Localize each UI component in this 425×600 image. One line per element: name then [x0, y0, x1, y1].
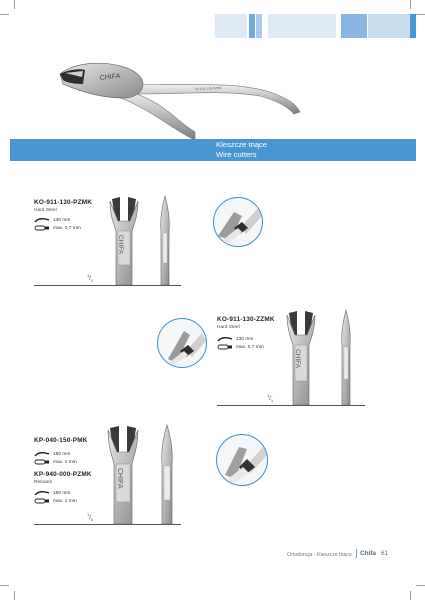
product-material: Hard Steel — [217, 325, 240, 330]
product-code: KP-940-000-PZMK — [34, 471, 92, 478]
length-icon — [34, 217, 50, 223]
length-icon — [34, 490, 50, 496]
page-number: 61 — [381, 550, 389, 557]
crop-mark — [416, 585, 425, 586]
crop-mark — [14, 0, 15, 9]
jaw-detail-image — [214, 198, 262, 246]
crop-mark — [14, 591, 15, 600]
product-max-wire: max. 1 mm — [53, 460, 77, 465]
tool-brand-engraving: CHIFA — [116, 468, 123, 489]
header-tab — [410, 14, 416, 38]
tool-side-view — [337, 309, 355, 407]
tool-brand-engraving: CHIFA — [117, 235, 124, 255]
hero-code-engraving: KK-911-130-PZMK — [194, 86, 222, 91]
section-title-band — [10, 139, 416, 161]
jaw-detail-image — [217, 435, 267, 485]
section-title-polish: Kleszcze tnące — [216, 140, 268, 149]
length-icon — [34, 451, 50, 457]
hero-brand-engraving: CHIFA — [99, 72, 121, 82]
product-code: KP-040-150-PMK — [34, 437, 88, 444]
product-max-wire: max. 0,7 mm — [53, 226, 81, 231]
section-title — [216, 140, 267, 160]
detail-magnifier-circle — [213, 197, 263, 247]
product-material: Hard Steel — [34, 208, 57, 213]
product-code: KO-911-130-PZMK — [34, 199, 93, 206]
jaw-detail-image — [158, 319, 206, 367]
tool-brand-engraving: CHIFA — [294, 349, 301, 369]
crop-mark — [0, 14, 9, 15]
product-max-wire: max. 1 mm — [53, 499, 77, 504]
product-length: 150 mm — [53, 491, 71, 496]
header-tab — [341, 14, 367, 38]
crop-mark — [410, 0, 411, 9]
header-tab — [215, 14, 247, 38]
length-icon — [217, 336, 233, 342]
product-ratio: $^1/_1$ — [87, 512, 94, 523]
crop-mark — [416, 14, 425, 15]
footer-section: Ortodoncja - Kleszcze tnące — [287, 552, 352, 558]
crop-mark — [410, 591, 411, 600]
header-tab — [256, 14, 262, 38]
header-tab — [368, 14, 410, 38]
detail-magnifier-circle — [157, 318, 207, 368]
header-tab — [268, 14, 336, 38]
product-code: KO-911-130-ZZMK — [217, 316, 275, 323]
footer-brand: Chifa — [360, 550, 376, 557]
product-material: Remanit — [34, 480, 52, 485]
product-ratio: $^1/_1$ — [87, 273, 94, 284]
tool-front-view — [108, 195, 140, 287]
product-max-wire: max. 0,7 mm — [236, 345, 264, 350]
tool-side-view — [156, 195, 174, 287]
tool-front-view — [285, 309, 317, 407]
hero-wire-cutter-image — [55, 50, 325, 145]
footer-separator — [356, 549, 357, 558]
product-length: 130 mm — [53, 218, 71, 223]
product-ratio: $^1/_1$ — [267, 393, 274, 404]
wire-diameter-icon — [34, 459, 50, 465]
wire-diameter-icon — [34, 498, 50, 504]
wire-diameter-icon — [34, 225, 50, 231]
tool-front-view — [106, 424, 140, 526]
product-length: 150 mm — [53, 452, 71, 457]
wire-diameter-icon — [217, 344, 233, 350]
tool-side-view — [156, 424, 178, 526]
detail-magnifier-circle — [216, 434, 268, 486]
crop-mark — [0, 585, 9, 586]
product-length: 130 mm — [236, 337, 254, 342]
section-title-english: Wire cutters — [216, 150, 257, 159]
header-tab — [249, 14, 255, 38]
